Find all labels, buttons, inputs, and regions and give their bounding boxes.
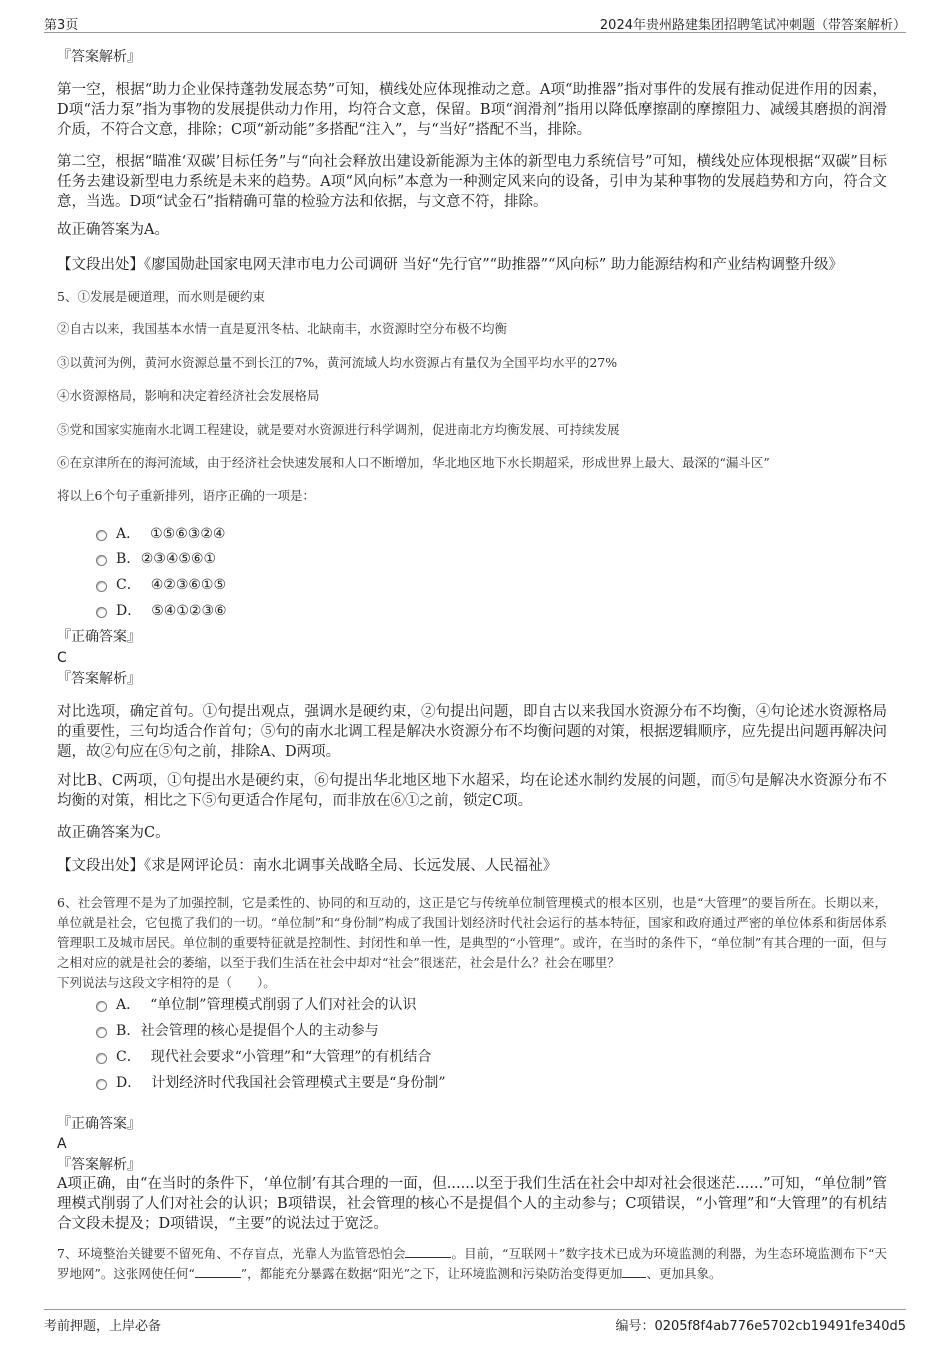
q6-analysis: A项正确，由“在当时的条件下，‘单位制’有其合理的一面，但......以至于我们生活在社会中却对社会很迷茫......”可知，“单位制”管理模式削弱了人们对社会的认识；B项错误，社会管理的核心不是提倡个人的主动参与；C项错误，“小管理”和“大管理”的有机结合文段未提及；D项错误，“主要”的说法过于宽泛。 (57, 1176, 887, 1232)
blank-3[interactable] (622, 1265, 646, 1278)
radio-button[interactable] (96, 1027, 107, 1038)
q5-stem: 5、①发展是硬道理，而水则是硬约束 (57, 289, 265, 304)
q5-sentence-5: ⑤党和国家实施南水北调工程建设，就是要对水资源进行科学调剂，促进南北方均衡发展、可持续发展 (57, 422, 620, 437)
q5-answer-title: 『正确答案』 (57, 629, 141, 645)
q6-answer: A (57, 1136, 67, 1152)
q6-answer-title: 『正确答案』 (57, 1116, 141, 1132)
footer-slogan: 考前押题，上岸必备 (44, 1319, 162, 1334)
q5-sentence-6: ⑥在京津所在的海河流域，由于经济社会快速发展和人口不断增加，华北地区地下水长期超采，形成世界上最大、最深的“漏斗区” (57, 455, 770, 470)
q6-analysis-title: 『答案解析』 (57, 1157, 141, 1173)
radio-button[interactable] (96, 607, 107, 618)
q4-analysis-p2: 第二空，根据“瞄准‘双碳’目标任务”与“向社会释放出建设新能源为主体的新型电力系统信号”可知，横线处应体现根据“双碳”目标任务去建设新型电力系统是未来的趋势。A项“风向标”本意为一种测定风来向的设备，引申为某种事物的发展趋势和方向，符合文意，当选。D项“试金石”指精确可靠的检验方法和依据，与文意不符，排除。 (57, 154, 887, 210)
blank-2[interactable] (195, 1265, 241, 1278)
q5-conclusion: 故正确答案为C。 (57, 825, 170, 841)
radio-button[interactable] (96, 581, 107, 592)
q5-source: 【文段出处】《求是网评论员：南水北调事关战略全局、长远发展、人民福祉》 (57, 858, 558, 874)
q4-analysis-title: 『答案解析』 (57, 49, 141, 65)
page-number: 第3页 (44, 18, 79, 33)
q7-stem: 7、环境整治关键要不留死角、不存盲点，光靠人为监管恐怕会 。目前，“互联网＋”数字技术已成为环境监测的利器，为生态环境监测布下“天罗地网”。这张网使任何“ ”，都能充分暴露在数据“阳光”之下，让环境监测和污染防治变得更加 、更加具象。 (57, 1246, 887, 1281)
radio-button[interactable] (96, 1079, 107, 1090)
q6-option-d[interactable]: D． 计划经济时代我国社会管理模式主要是“身份制” (96, 1073, 446, 1093)
q5-prompt: 将以上6个句子重新排列，语序正确的一项是： (57, 488, 315, 503)
blank-1[interactable] (405, 1245, 451, 1258)
q6-stem: 6、社会管理不是为了加强控制，它是柔性的、协同的和互动的，这正是它与传统单位制管理模式的根本区别，也是“大管理”的要旨所在。长期以来，单位就是社会，它包揽了我们的一切。“单位制”和“身份制”构成了我国计划经济时代社会运行的基本特征，国家和政府通过严密的单位体系和街居体系管理职工及城市居民。单位制的重要特征就是控制性、封闭性和单一性，是典型的“小管理”。或许，在当时的条件下，“单位制”有其合理的一面，但与之相对应的就是社会的萎缩，以至于我们生活在社会中却对“社会”很迷茫，社会是什么？社会在哪里？ (57, 895, 887, 970)
q5-sentence-2: ②自古以来，我国基本水情一直是夏汛冬枯、北缺南丰，水资源时空分布极不均衡 (57, 321, 508, 336)
q5-analysis-title: 『答案解析』 (57, 671, 141, 687)
q6-option-a[interactable]: A． “单位制”管理模式削弱了人们对社会的认识 (96, 995, 416, 1015)
q5-option-d[interactable]: D． ⑤④①②③⑥ (96, 601, 227, 621)
q5-analysis-p2: 对比B、C两项，①句提出水是硬约束，⑥句提出华北地区地下水超采，均在论述水制约发展的问题，而⑤句是解决水资源分布不均衡的对策，相比之下⑤句更适合作尾句，而非放在⑥①之前，锁定C项。 (57, 773, 887, 809)
q5-analysis-p1: 对比选项，确定首句。①句提出观点，强调水是硬约束，②句提出问题，即自古以来我国水资源分布不均衡，④句论述水资源格局的重要性，三句均适合作首句；⑤句的南水北调工程是解决水资源分布不均衡问题的对策，根据逻辑顺序，应先提出问题再解决问题，故②句应在⑤句之前，排除A、D两项。 (57, 704, 887, 760)
q6-option-c[interactable]: C． 现代社会要求“小管理”和“大管理”的有机结合 (96, 1047, 431, 1067)
radio-button[interactable] (96, 555, 107, 566)
page-header (44, 10, 906, 33)
document-title: 2024年贵州路建集团招聘笔试冲刺题（带答案解析） (599, 18, 906, 33)
q5-option-a[interactable]: A． ①⑤⑥③②④ (96, 524, 225, 544)
q5-answer: C (57, 650, 67, 666)
q6-prompt: 下列说法与这段文字相符的是（ ）。 (57, 975, 276, 990)
document-code: 编号：0205f8f4ab776e5702cb19491fe340d5 (615, 1319, 906, 1334)
page-footer (44, 1309, 906, 1332)
radio-button[interactable] (96, 1001, 107, 1012)
q4-conclusion: 故正确答案为A。 (57, 222, 169, 238)
q4-analysis-p1: 第一空，根据“助力企业保持蓬勃发展态势”可知，横线处应体现推动之意。A项“助推器”指对事件的发展有推动促进作用的因素，D项“活力泵”指为事物的发展提供动力作用，均符合文意，保留。B项“润滑剂”指用以降低摩擦副的摩擦阻力、减缓其磨损的润滑介质，不符合文意，排除；C项“新动能”多搭配“注入”，与“当好”搭配不当，排除。 (57, 82, 887, 138)
q4-source: 【文段出处】《廖国勋赴国家电网天津市电力公司调研 当好“先行官”“助推器”“风向标” 助力能源结构和产业结构调整升级》 (57, 257, 843, 273)
radio-button[interactable] (96, 530, 107, 541)
q5-sentence-3: ③以黄河为例，黄河水资源总量不到长江的7%，黄河流域人均水资源占有量仅为全国平均水平的27% (57, 355, 618, 370)
q5-option-b[interactable]: B. ②③④⑤⑥① (96, 549, 216, 569)
q6-option-b[interactable]: B. 社会管理的核心是提倡个人的主动参与 (96, 1021, 379, 1041)
radio-button[interactable] (96, 1053, 107, 1064)
q5-sentence-4: ④水资源格局，影响和决定着经济社会发展格局 (57, 388, 320, 403)
q5-option-c[interactable]: C． ④②③⑥①⑤ (96, 575, 226, 595)
